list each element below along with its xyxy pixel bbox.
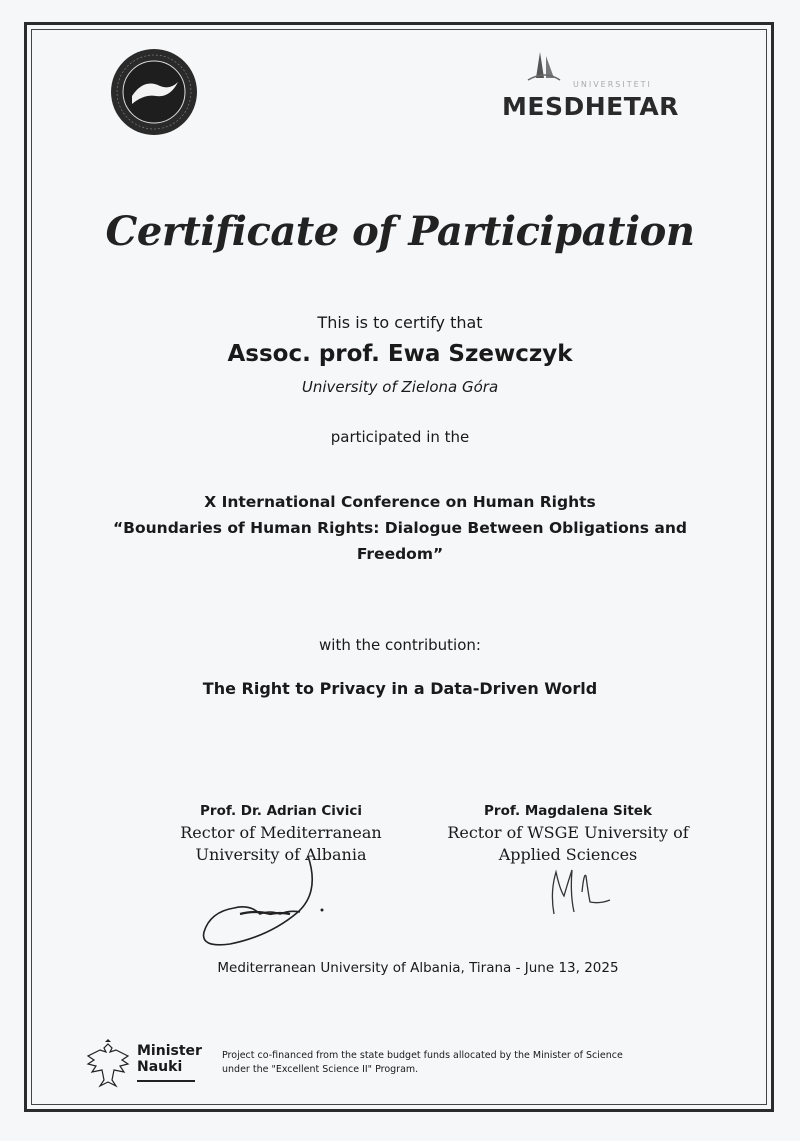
signature-right-icon bbox=[540, 862, 620, 922]
certify-line: This is to certify that bbox=[317, 313, 483, 332]
contribution-title: The Right to Privacy in a Data-Driven World bbox=[202, 679, 598, 698]
ministry-line-2: Nauki bbox=[137, 1059, 183, 1075]
conference-title bbox=[100, 489, 700, 567]
ministry-underline bbox=[137, 1080, 195, 1082]
project-note-line-2: under the "Excellent Science II" Program. bbox=[222, 1064, 419, 1075]
signatory-right-name: Prof. Magdalena Sitek bbox=[484, 803, 652, 819]
certificate-title: Certificate of Participation bbox=[105, 208, 695, 255]
partner-logo-subtext: UNIVERSITETI bbox=[573, 80, 652, 89]
polish-eagle-icon bbox=[82, 1038, 134, 1090]
inner-border bbox=[31, 29, 767, 1105]
signatory-right-title-2: Applied Sciences bbox=[498, 845, 638, 864]
signatory-right bbox=[408, 800, 728, 866]
contribution-intro: with the contribution: bbox=[319, 636, 481, 654]
signatory-left-name: Prof. Dr. Adrian Civici bbox=[200, 803, 362, 819]
signatory-left-title-2: University of Albania bbox=[195, 845, 367, 864]
participated-line: participated in the bbox=[330, 428, 470, 446]
signatory-left-title-1: Rector of Mediterranean bbox=[180, 823, 382, 842]
project-funding-note bbox=[222, 1049, 672, 1077]
partner-logo-text: MESDHETAR bbox=[502, 92, 679, 121]
conference-line-2: “Boundaries of Human Rights: Dialogue Between Obligations and Freedom” bbox=[112, 519, 688, 563]
ministry-logo-text bbox=[137, 1043, 202, 1075]
signatory-right-title-1: Rector of WSGE University of bbox=[447, 823, 689, 842]
place-and-date: Mediterranean University of Albania, Tirana - June 13, 2025 bbox=[217, 960, 619, 976]
ministry-line-1: Minister bbox=[137, 1043, 202, 1059]
signature-left-icon bbox=[190, 852, 350, 952]
conference-line-1: X International Conference on Human Rights bbox=[204, 493, 596, 511]
recipient-name: Assoc. prof. Ewa Szewczyk bbox=[227, 341, 573, 367]
recipient-affiliation: University of Zielona Góra bbox=[301, 378, 499, 396]
academy-seal-icon bbox=[110, 48, 198, 136]
project-note-line-1: Project co-financed from the state budget funds allocated by the Minister of Science bbox=[222, 1050, 623, 1061]
